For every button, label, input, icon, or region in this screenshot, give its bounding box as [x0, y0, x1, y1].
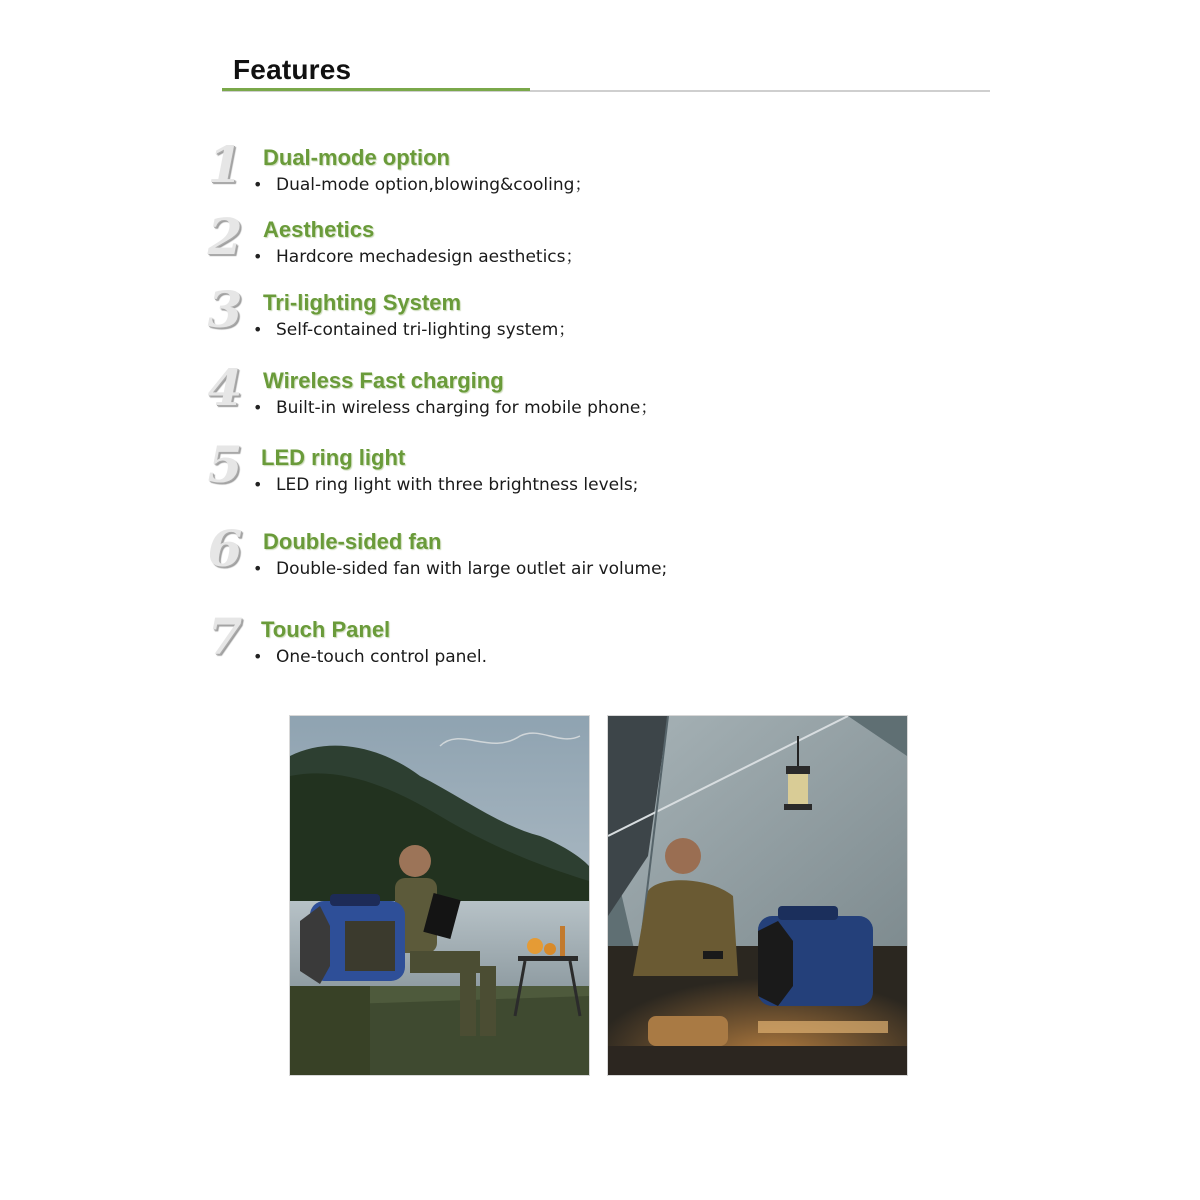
feature-title: Wireless Fast charging — [263, 368, 504, 393]
feature-description: One-touch control panel. — [276, 647, 488, 667]
feature-title: Double-sided fan — [263, 529, 442, 554]
feature-item-1 — [200, 135, 900, 205]
feature-item-5 — [200, 435, 900, 505]
feature-number: 1 — [207, 135, 243, 194]
feature-title: Dual-mode option — [263, 145, 450, 170]
bullet-dot: • — [253, 320, 263, 339]
product-photo-lakeside — [289, 715, 590, 1076]
heading-rule-accent — [222, 88, 530, 91]
bullet-dot: • — [253, 475, 263, 494]
bullet-dot: • — [253, 559, 263, 578]
feature-item-6 — [200, 519, 900, 589]
feature-number: 7 — [207, 607, 243, 666]
feature-item-4 — [200, 358, 900, 428]
bullet-dot: • — [253, 175, 263, 194]
feature-description: Dual-mode option,blowing&cooling； — [276, 175, 592, 195]
feature-number: 3 — [207, 280, 243, 339]
features-heading: Features — [233, 54, 352, 85]
feature-item-2 — [200, 207, 900, 277]
feature-number: 5 — [207, 435, 243, 494]
feature-title: Touch Panel — [261, 617, 391, 642]
bullet-dot: • — [253, 247, 263, 266]
feature-title: LED ring light — [261, 445, 406, 470]
feature-description: Built-in wireless charging for mobile phone； — [276, 398, 658, 418]
feature-description: Double-sided fan with large outlet air volume; — [276, 559, 668, 579]
feature-description: Hardcore mechadesign aesthetics； — [276, 247, 583, 267]
bullet-dot: • — [253, 398, 263, 417]
product-photo-tent — [607, 715, 908, 1076]
feature-number: 4 — [207, 358, 243, 417]
feature-item-3 — [200, 280, 900, 350]
feature-title: Aesthetics — [263, 217, 375, 242]
bullet-dot: • — [253, 647, 263, 666]
feature-description: Self-contained tri-lighting system； — [276, 320, 576, 340]
feature-number: 2 — [207, 207, 243, 266]
feature-item-7 — [200, 607, 900, 677]
feature-number: 6 — [207, 519, 243, 578]
feature-description: LED ring light with three brightness levels; — [276, 475, 639, 495]
feature-title: Tri-lighting System — [263, 290, 462, 315]
